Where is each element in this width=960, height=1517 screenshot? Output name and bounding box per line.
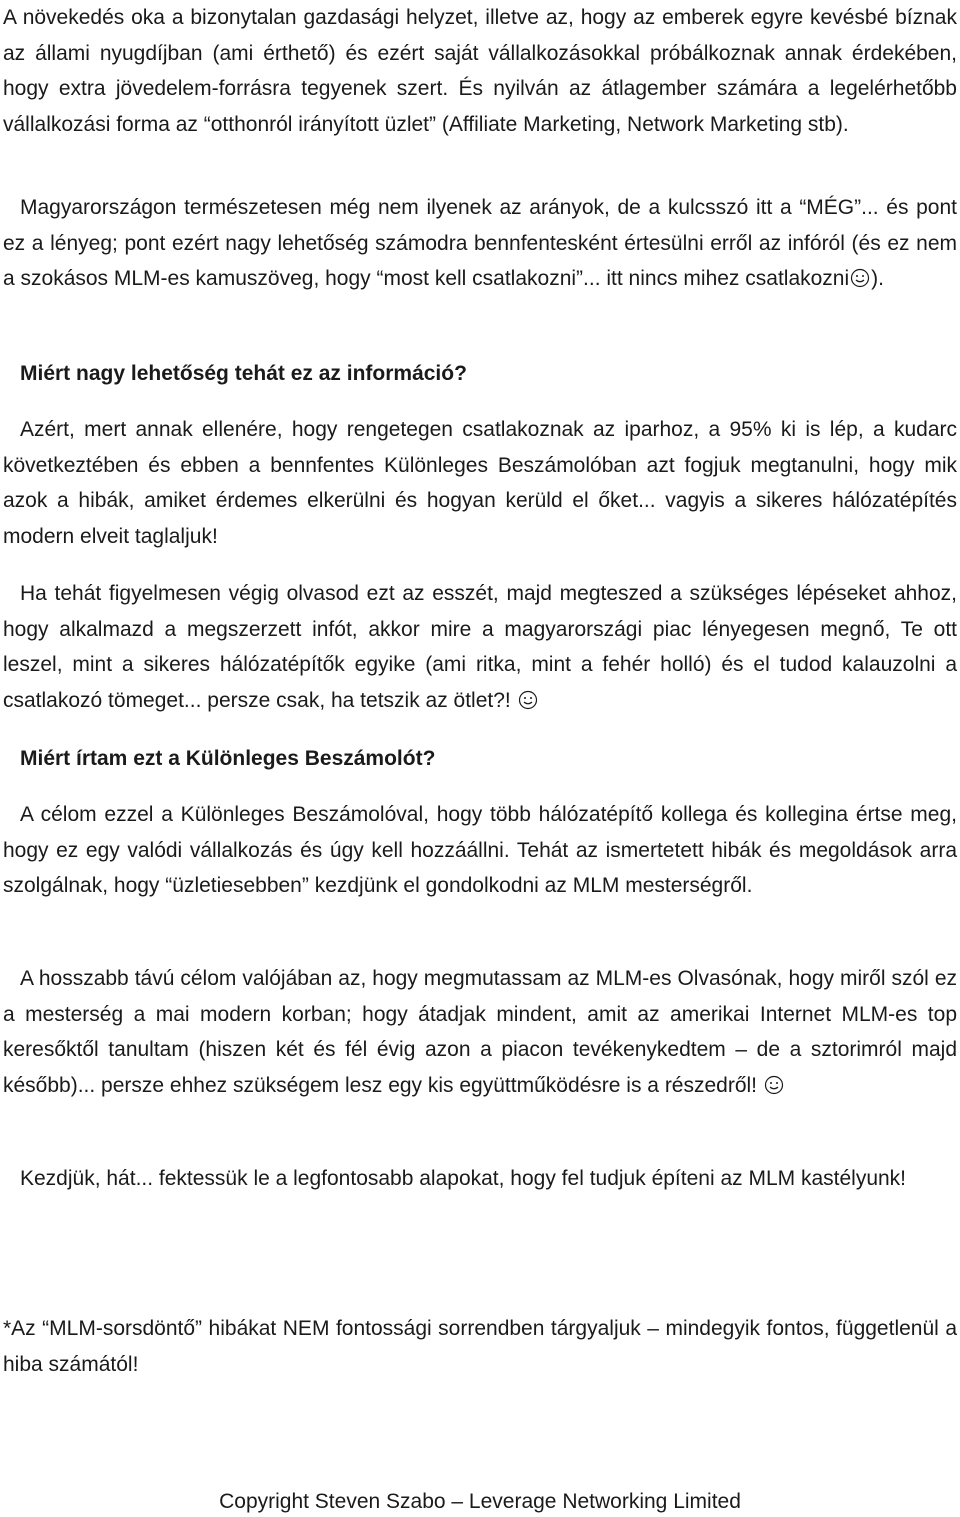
- paragraph-footnote: *Az “MLM-sorsdöntő” hibákat NEM fontossági sorrendben tárgyaljuk – mindegyik fontos, függetlenül a hiba számától!: [3, 1317, 957, 1376]
- paragraph-lets-start: Kezdjük, hát... fektessük le a legfontosabb alapokat, hogy fel tudjuk építeni az MLM kastélyunk!: [20, 1167, 907, 1190]
- heading-why-opportunity: Miért nagy lehetőség tehát ez az információ?: [20, 362, 467, 385]
- paragraph-if-you-read: [3, 576, 957, 718]
- page-footer: Copyright Steven Szabo – Leverage Networking Limited: [219, 1490, 741, 1513]
- smiley-icon: [764, 1075, 784, 1095]
- paragraph-hungary: [3, 190, 957, 297]
- paragraph-hungary-end: ).: [871, 267, 884, 290]
- smiley-icon: [518, 690, 538, 710]
- paragraph-if-you-read-text: Ha tehát figyelmesen végig olvasod ezt az esszét, majd megteszed a szükséges lépéseket ahhoz, hogy alkalmazd a megszerzett infót, akkor mire a magyarországi piac lényegesen megnő, Te ott leszel, mint a sikeres hálózatépítők egyike (ami ritka, mint a fehér holló) és el tudod kalauzolni a csatlakozó tömeget... persze csak, ha tetszik az ötlet?!: [3, 582, 957, 712]
- heading-why-wrote: Miért írtam ezt a Különleges Beszámolót?: [20, 747, 436, 770]
- paragraph-long-term-goal-text: A hosszabb távú célom valójában az, hogy megmutassam az MLM-es Olvasónak, hogy miről szól ez a mesterség a mai modern korban; hogy átadjak mindent, amit az amerikai Internet MLM-es top keresőktől tanultam (hiszen két és fél évig azon a piacon tevékenykedtem – de a sztorimról majd később)... persze ehhez szükségem lesz egy kis együttműködésre is a részedről!: [3, 967, 957, 1097]
- paragraph-hungary-text: Magyarországon természetesen még nem ilyenek az arányok, de a kulcsszó itt a “MÉG”... és pont ez a lényeg; pont ezért nagy lehetőség számodra bennfentesként értesülni erről az infóról (és ez nem a szokásos MLM-es kamuszöveg, hogy “most kell csatlakozni”... itt nincs mihez csatlakozni: [3, 196, 957, 290]
- paragraph-growth-reason: A növekedés oka a bizonytalan gazdasági helyzet, illetve az, hogy az emberek egyre kevésbé bíznak az állami nyugdíjban (ami érthető) és ezért saját vállalkozásokkal próbálkoznak annak érdekében, hogy extra jövedelem-forrásra tegyenek szert. És nyilván az átlagember számára a legelérhetőbb vállalkozási forma az “otthonról irányított üzlet” (Affiliate Marketing, Network Marketing stb).: [3, 6, 957, 136]
- smiley-icon: [850, 268, 870, 288]
- paragraph-because: Azért, mert annak ellenére, hogy rengetegen csatlakoznak az iparhoz, a 95% ki is lép, a kudarc következtében és ebben a bennfentes Különleges Beszámolóban azt fogjuk megtanulni, hogy mik azok a hibák, amiket érdemes elkerülni és hogyan kerüld el őket... vagyis a sikeres hálózatépítés modern elveit taglaljuk!: [3, 418, 957, 548]
- paragraph-long-term-goal: [3, 961, 957, 1103]
- paragraph-my-goal: A célom ezzel a Különleges Beszámolóval, hogy több hálózatépítő kollega és kollegina értse meg, hogy ez egy valódi vállalkozás és úgy kell hozzáállni. Tehát az ismertetett hibák és megoldások arra szolgálnak, hogy “üzletiesebben” kezdjünk el gondolkodni az MLM mesterségről.: [3, 803, 957, 897]
